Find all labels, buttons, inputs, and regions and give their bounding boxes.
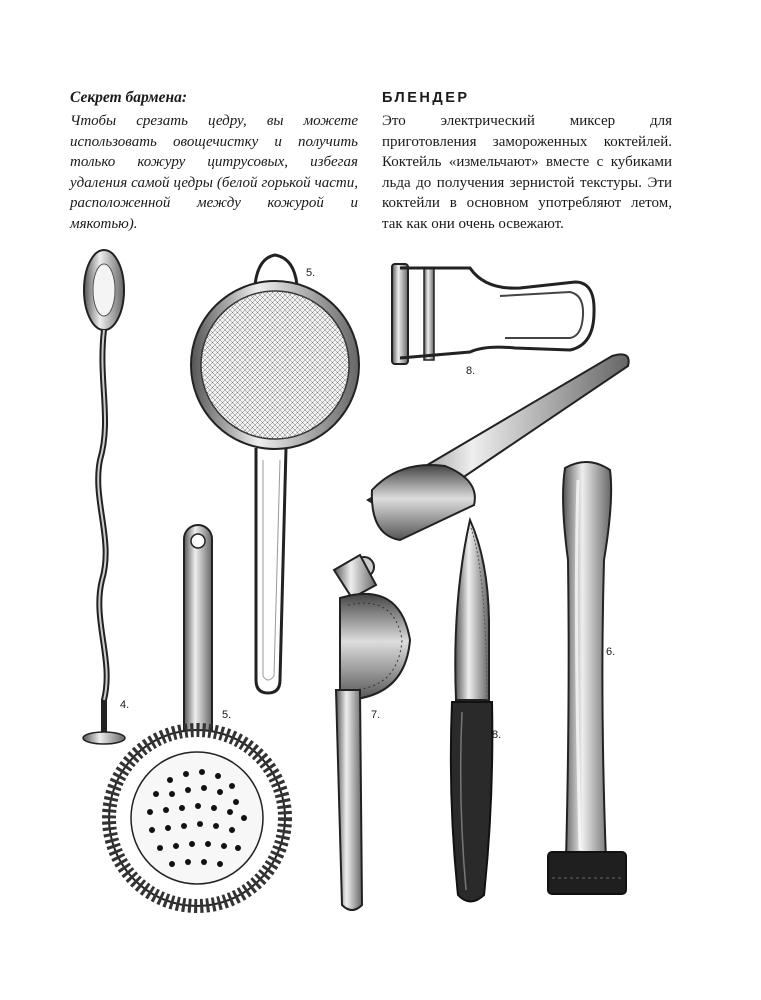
label-peeler: 8. (466, 365, 476, 377)
paring-knife (451, 520, 492, 902)
section-heading: БЛЕНДЕР (382, 90, 470, 106)
label-spoon: 4. (120, 699, 130, 711)
label-press: 7. (371, 709, 381, 721)
tip-title: Секрет бармена: (70, 89, 188, 106)
julep-strainer (109, 525, 285, 906)
label-fine-strainer: 5. (306, 267, 316, 279)
muddler (548, 462, 626, 894)
peeler (392, 264, 594, 364)
section-text: Это электрический миксер для приготовления замороженных коктейлей. Коктейль «измельчают» вместе с кубиками льда до получения зернистой текстуры. Эти коктейли в основном употребляют летом, так как они очень освежают. (382, 113, 672, 232)
fine-strainer (191, 255, 359, 693)
label-julep-strainer: 5. (222, 709, 232, 721)
label-knife: 8. (492, 729, 502, 741)
bar-spoon (83, 250, 125, 744)
tip-text: Чтобы срезать цедру, вы можете использовать овощечистку и получить только кожуру цитрусовых, избегая удаления самой цедры (белой горькой части, расположенной между кожурой и мякотью). (70, 113, 358, 232)
label-muddler: 6. (606, 646, 616, 658)
